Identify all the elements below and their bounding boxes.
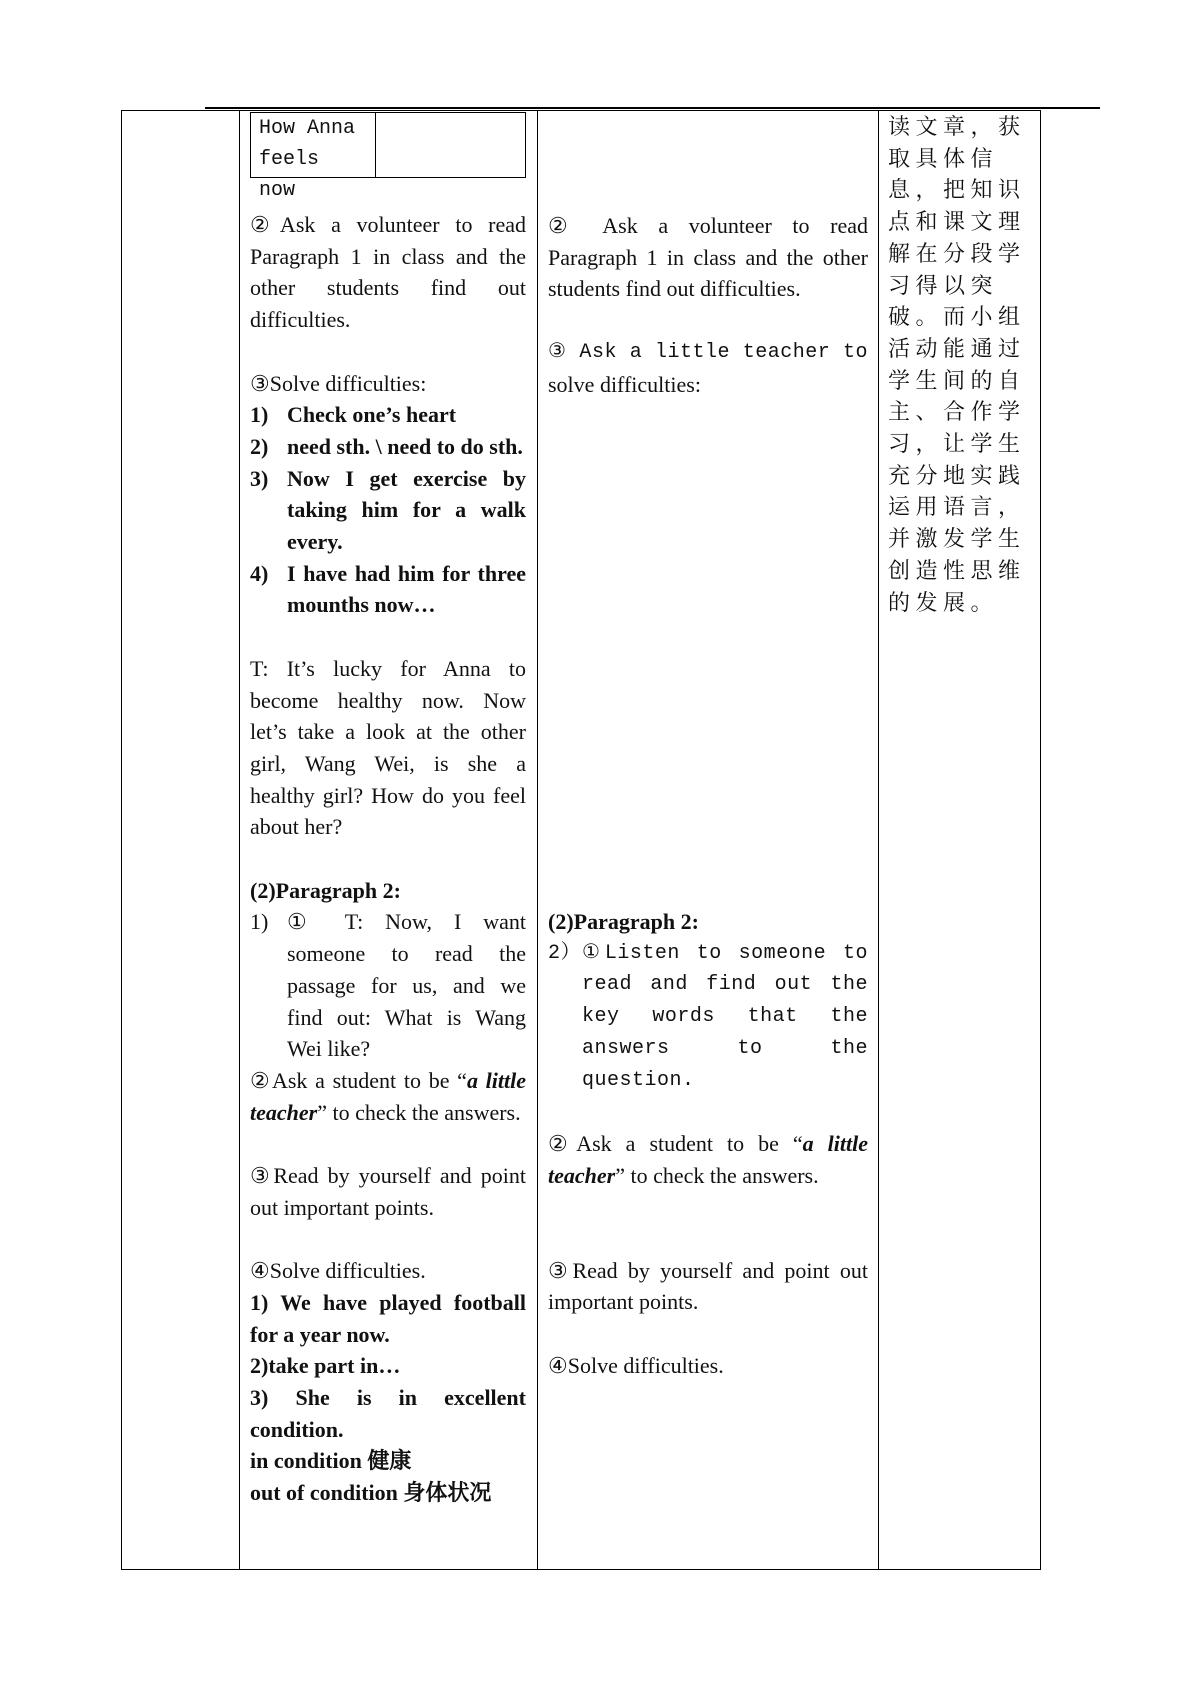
design-purpose-column bbox=[888, 112, 1030, 619]
column-divider-2 bbox=[537, 110, 538, 1570]
p2-heading: (2)Paragraph 2: bbox=[250, 877, 401, 903]
p2-task-list bbox=[250, 906, 526, 1065]
p2-ask-student: ②Ask a student to be “a little teacher” to check the answers. bbox=[250, 1067, 526, 1125]
column-divider-1 bbox=[239, 110, 240, 1570]
mini-table-label: How Anna feels now bbox=[251, 113, 376, 177]
mini-table-blank-cell bbox=[376, 113, 525, 177]
p2-point-5: out of condition 身体状况 bbox=[250, 1480, 492, 1506]
teacher-talk: T: It’s lucky for Anna to become healthy now. Now let’s take a look at the other girl, Wang Wei, is she a healthy girl? How do you feel about her? bbox=[250, 655, 526, 840]
list-item: 3) Now I get exercise by taking him for a walk every. bbox=[250, 465, 526, 555]
design-purpose-text: 读文章，获取具体信息，把知识点和课文理解在分段学习得以突破。而小组活动能通过学生间的自主、合作学习，让学生充分地实践运用语言，并激发学生创造性思维的发展。 bbox=[888, 115, 1026, 616]
s-p2-heading: (2)Paragraph 2: bbox=[548, 909, 699, 934]
column-divider-3 bbox=[878, 110, 879, 1570]
teacher-activity-column bbox=[250, 112, 526, 1509]
header-rule bbox=[205, 107, 1100, 109]
s-p1-ask-volunteer: ② Ask a volunteer to read Paragraph 1 in class and the other students find out difficulties. bbox=[548, 213, 868, 302]
s-little-teacher-line: ③ Ask a little teacher to bbox=[548, 340, 868, 364]
list-item: 1) Check one’s heart bbox=[250, 402, 457, 428]
s-p2-listen-list bbox=[548, 938, 868, 1097]
p2-point-4: in condition 健康 bbox=[250, 1448, 412, 1474]
list-item: 2) need sth. \ need to do sth. bbox=[250, 433, 523, 459]
p2-read-yourself: ③Read by yourself and point out important points. bbox=[250, 1163, 526, 1220]
p2-point-2: 2)take part in… bbox=[250, 1353, 401, 1379]
p2-point-1: 1) We have played football for a year now. bbox=[250, 1289, 526, 1347]
p1-difficulty-list bbox=[250, 399, 526, 621]
p1-solve-heading: ③Solve difficulties: bbox=[250, 370, 427, 396]
list-item: 1) ① T: Now, I want someone to read the passage for us, and we find out: What is Wang Wei like? bbox=[250, 909, 526, 1062]
s-p2-solve: ④Solve difficulties. bbox=[548, 1352, 724, 1378]
mini-table bbox=[250, 112, 526, 202]
s-p2-ask-student: ②Ask a student to be “a little teacher” to check the answers. bbox=[548, 1130, 868, 1188]
student-activity-column bbox=[548, 210, 868, 400]
list-item: 2） ①Listen to someone to read and find out the key words that the answers to the question. bbox=[548, 941, 868, 1092]
s-little-teacher-rest: solve difficulties: bbox=[548, 371, 701, 397]
list-item: 4) I have had him for three mounths now… bbox=[250, 560, 526, 618]
p2-point-3: 3) She is in excellent condition. bbox=[250, 1384, 526, 1442]
p2-solve-heading: ④Solve difficulties. bbox=[250, 1258, 426, 1284]
p1-ask-volunteer: ②Ask a volunteer to read Paragraph 1 in class and the other students find out difficulties. bbox=[250, 212, 526, 333]
s-p2-read-yourself: ③Read by yourself and point out important points. bbox=[548, 1257, 868, 1315]
student-activity-column-p2 bbox=[548, 906, 868, 1381]
